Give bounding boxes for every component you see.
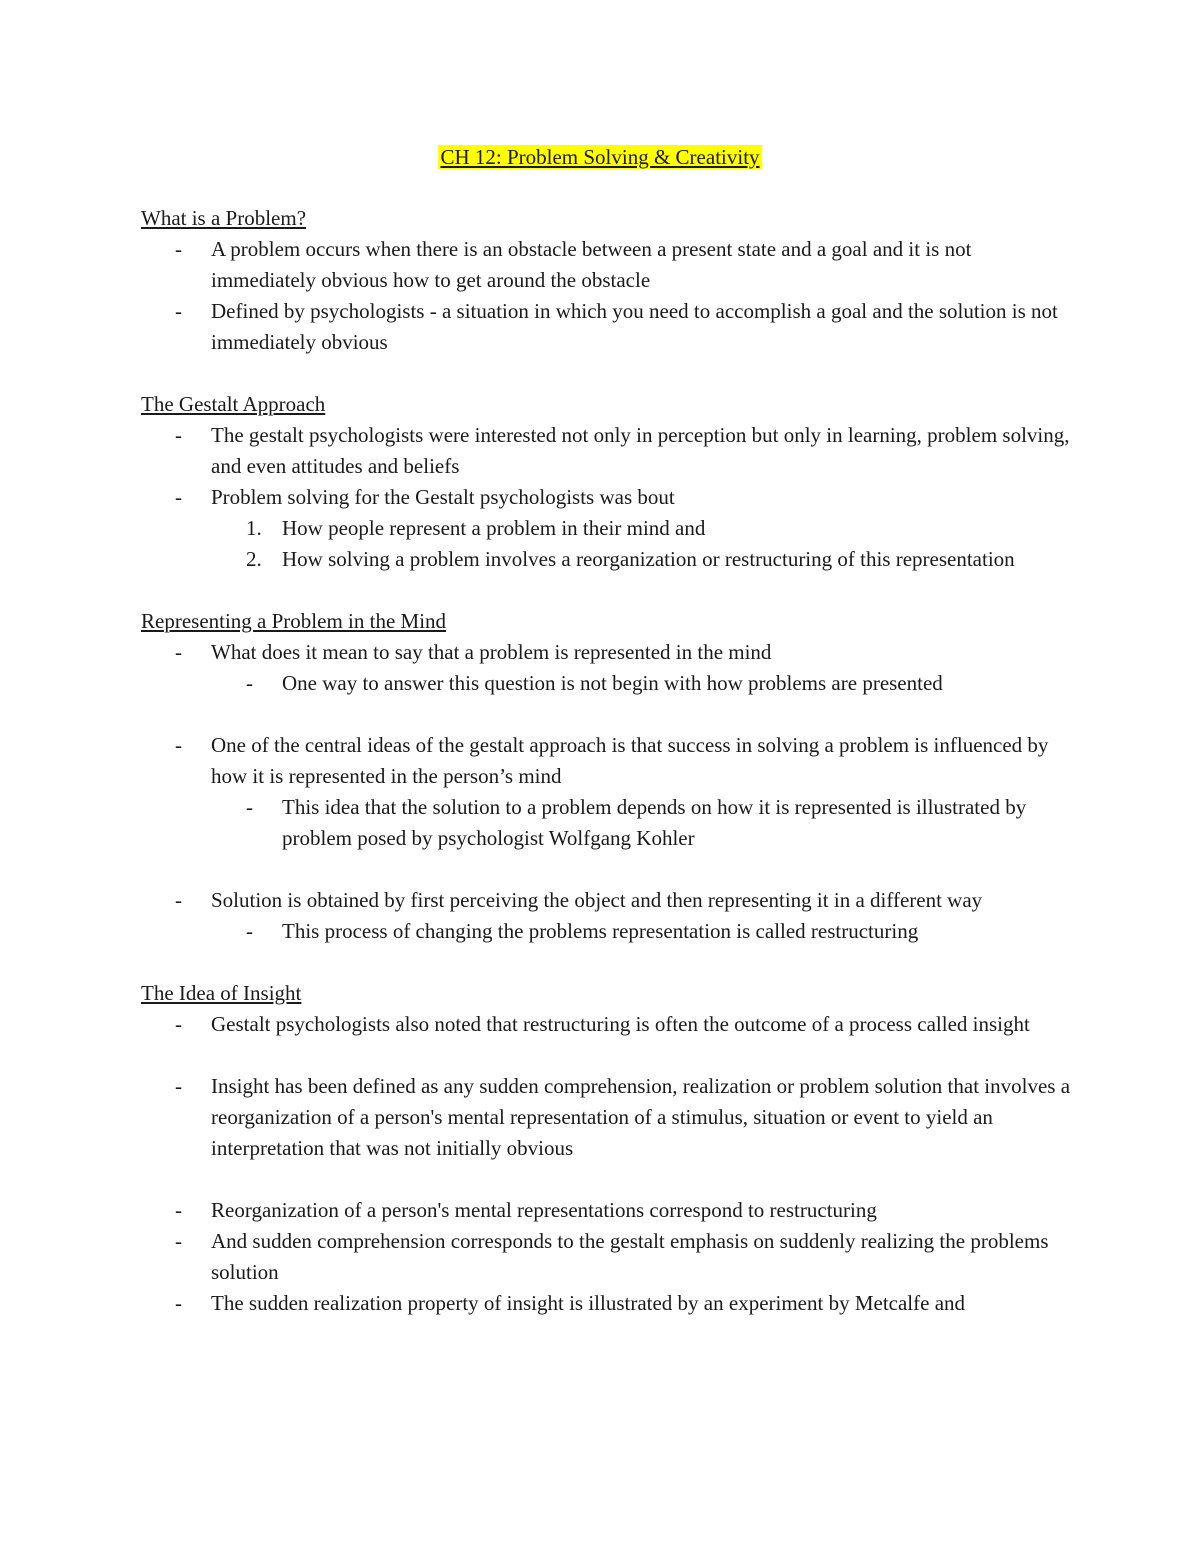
- dash-marker: -: [175, 640, 182, 664]
- bullet-item: [141, 1288, 1071, 1319]
- dash-marker: -: [175, 485, 182, 509]
- bullet-text: One of the central ideas of the gestalt approach is that success in solving a problem is influenced by how it is represented in the person’s mind: [211, 733, 1049, 788]
- bullet-item: [141, 234, 1071, 296]
- bullet-item: [141, 1226, 1071, 1288]
- bullet-text: Gestalt psychologists also noted that restructuring is often the outcome of a process called insight: [211, 1012, 1030, 1036]
- page-title: CH 12: Problem Solving & Creativity: [440, 145, 760, 169]
- section-gestalt-approach: [141, 389, 1071, 575]
- section-representing-problem: [141, 606, 1071, 947]
- dash-marker: -: [175, 888, 182, 912]
- bullet-text: The sudden realization property of insight is illustrated by an experiment by Metcalfe and: [211, 1291, 966, 1315]
- dash-marker: -: [246, 919, 253, 943]
- bullet-item: [141, 730, 1071, 792]
- number-marker: 2.: [246, 547, 262, 571]
- section-heading: The Gestalt Approach: [141, 392, 326, 416]
- dash-marker: -: [175, 299, 182, 323]
- bullet-item: [141, 420, 1071, 482]
- sub-bullet-text: This process of changing the problems representation is called restructuring: [282, 919, 919, 943]
- section-heading: What is a Problem?: [141, 206, 307, 230]
- sub-bullet-text: One way to answer this question is not begin with how problems are presented: [282, 671, 943, 695]
- section-heading: Representing a Problem in the Mind: [141, 609, 447, 633]
- sub-bullet-item: [141, 792, 1071, 854]
- bullet-text: The gestalt psychologists were interested not only in perception but only in learning, problem solving, and even attitudes and beliefs: [211, 423, 1070, 478]
- bullet-text: A problem occurs when there is an obstacle between a present state and a goal and it is not immediately obvious how to get around the obstacle: [211, 237, 972, 292]
- sub-bullet-item: [141, 916, 1071, 947]
- numbered-item: [141, 544, 1071, 575]
- bullet-item: [141, 1195, 1071, 1226]
- section-what-is-a-problem: [141, 203, 1071, 358]
- bullet-item: [141, 637, 1071, 668]
- bullet-item: [141, 1009, 1071, 1040]
- sub-bullet-text: This idea that the solution to a problem depends on how it is represented is illustrated by problem posed by psychologist Wolfgang Kohler: [282, 795, 1027, 850]
- numbered-text: How people represent a problem in their mind and: [282, 516, 706, 540]
- bullet-text: And sudden comprehension corresponds to the gestalt emphasis on suddenly realizing the problems solution: [211, 1229, 1049, 1284]
- sub-bullet-item: [141, 668, 1071, 699]
- numbered-item: [141, 513, 1071, 544]
- dash-marker: -: [246, 671, 253, 695]
- bullet-text: Solution is obtained by first perceiving the object and then representing it in a different way: [211, 888, 983, 912]
- bullet-item: [141, 885, 1071, 916]
- bullet-text: What does it mean to say that a problem is represented in the mind: [211, 640, 772, 664]
- bullet-item: [141, 296, 1071, 358]
- numbered-text: How solving a problem involves a reorganization or restructuring of this representation: [282, 547, 1015, 571]
- dash-marker: -: [246, 795, 253, 819]
- bullet-text: Reorganization of a person's mental representations correspond to restructuring: [211, 1198, 877, 1222]
- section-heading: The Idea of Insight: [141, 981, 302, 1005]
- bullet-text: Insight has been defined as any sudden comprehension, realization or problem solution that involves a reorganization of a person's mental representation of a stimulus, situation or event to yield an interpretation that was not initially obvious: [211, 1074, 1071, 1160]
- document-body: [141, 203, 1071, 1319]
- bullet-item: [141, 482, 1071, 513]
- dash-marker: -: [175, 1074, 182, 1098]
- section-idea-of-insight: [141, 978, 1071, 1319]
- bullet-item: [141, 1071, 1071, 1164]
- dash-marker: -: [175, 423, 182, 447]
- dash-marker: -: [175, 1198, 182, 1222]
- dash-marker: -: [175, 1012, 182, 1036]
- dash-marker: -: [175, 237, 182, 261]
- dash-marker: -: [175, 733, 182, 757]
- dash-marker: -: [175, 1291, 182, 1315]
- dash-marker: -: [175, 1229, 182, 1253]
- bullet-text: Defined by psychologists - a situation in which you need to accomplish a goal and the solution is not immediately obvious: [211, 299, 1058, 354]
- bullet-text: Problem solving for the Gestalt psychologists was bout: [211, 485, 675, 509]
- number-marker: 1.: [246, 516, 262, 540]
- title-line: [0, 143, 1200, 171]
